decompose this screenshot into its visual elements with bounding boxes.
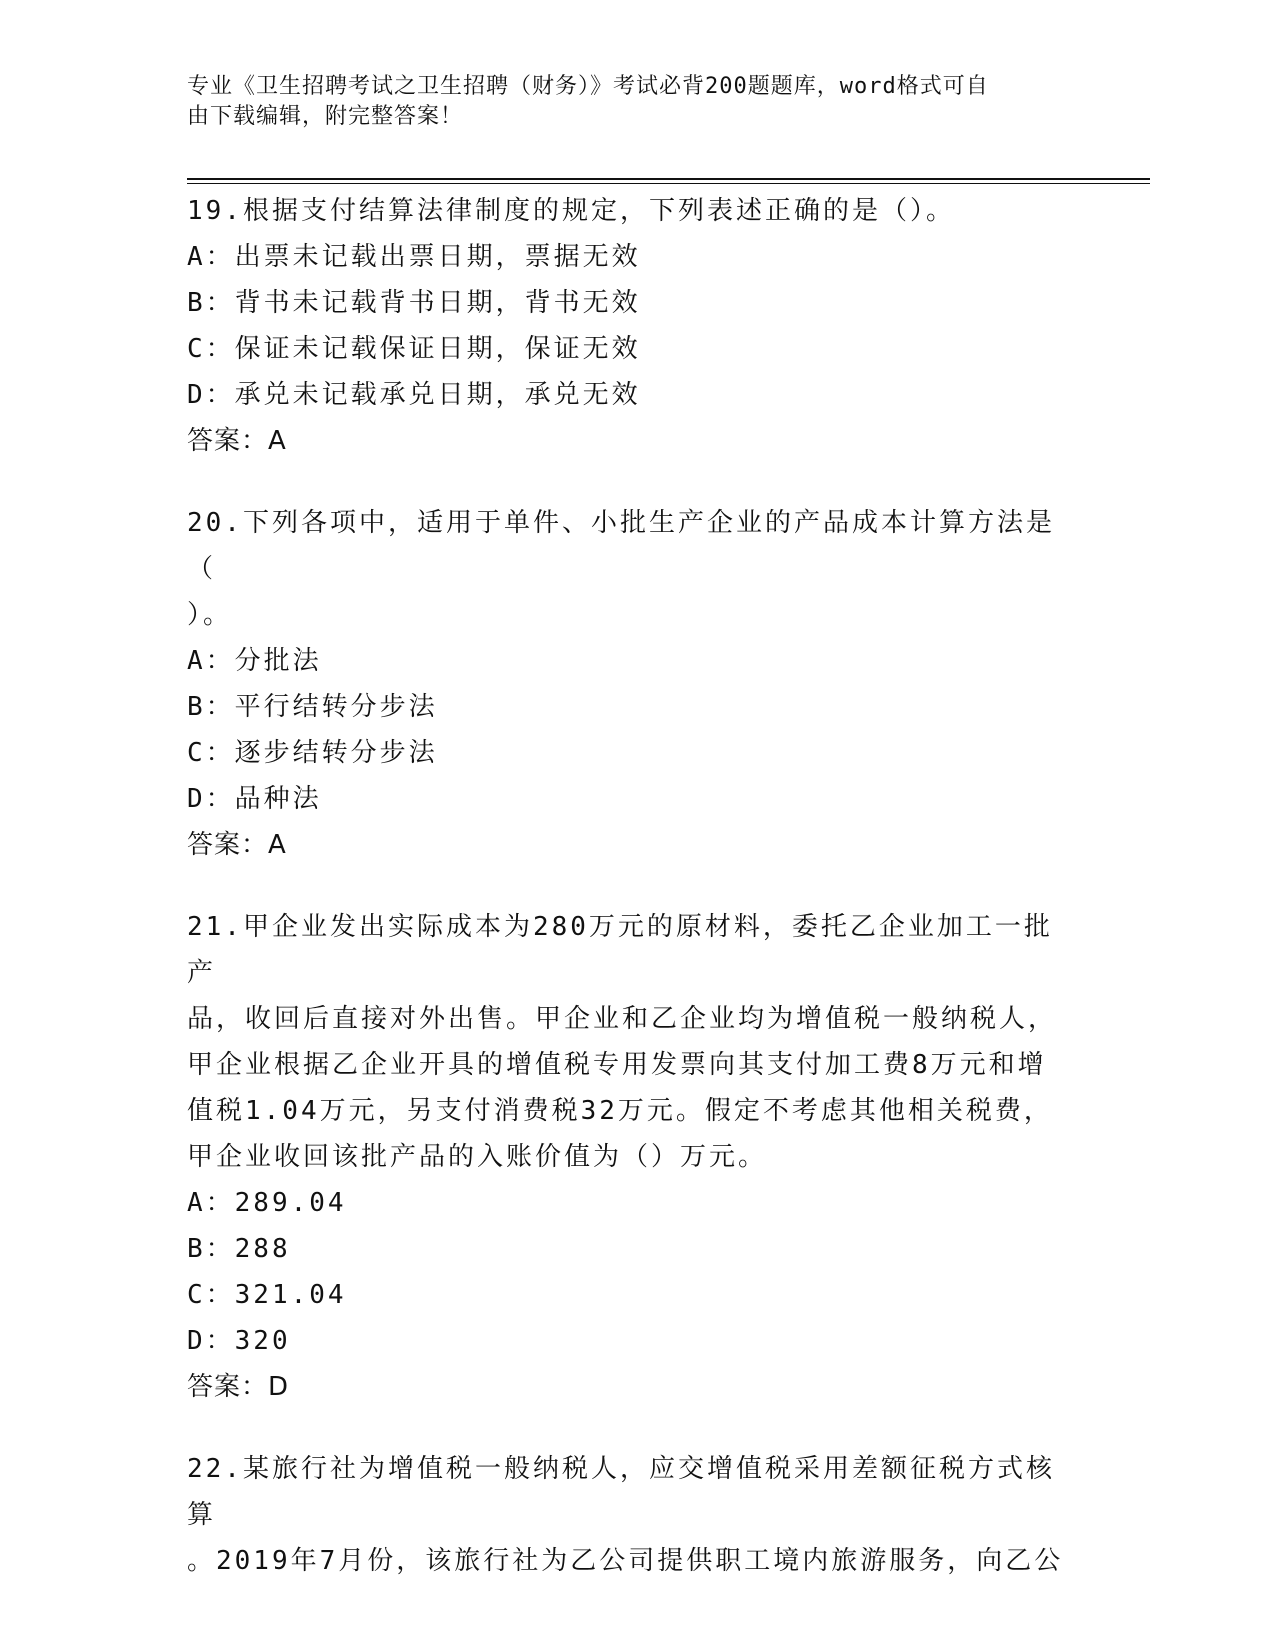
answer-line: 答案：D: [187, 1372, 290, 1402]
header-line-1: 专业《卫生招聘考试之卫生招聘（财务）》考试必背200题题库，word格式可自: [187, 74, 989, 99]
stem-line: 19.根据支付结算法律制度的规定，下列表述正确的是（）。: [187, 196, 955, 226]
option-a: A：分批法: [187, 646, 322, 676]
stem-line: ）。: [187, 600, 233, 630]
question-stem: [187, 188, 1077, 234]
option-a: A：289.04: [187, 1188, 347, 1218]
option-d: D：320: [187, 1326, 291, 1356]
header-divider-thick: [187, 178, 1150, 180]
question-stem: [187, 500, 1077, 638]
stem-line: 20.下列各项中，适用于单件、小批生产企业的产品成本计算方法是（: [187, 508, 1055, 584]
stem-line: 甲企业收回该批产品的入账价值为（）万元。: [187, 1142, 768, 1172]
header-line-2: 由下载编辑，附完整答案！: [187, 104, 464, 129]
question-list: [187, 188, 1077, 1620]
stem-line: 品，收回后直接对外出售。甲企业和乙企业均为增值税一般纳税人，: [187, 1004, 1058, 1034]
stem-line: 21.甲企业发出实际成本为280万元的原材料，委托乙企业加工一批产: [187, 912, 1053, 988]
header-divider-thin: [187, 183, 1150, 184]
option-b: B：背书未记载背书日期，背书无效: [187, 288, 641, 318]
stem-line: 22.某旅行社为增值税一般纳税人，应交增值税采用差额征税方式核算: [187, 1454, 1055, 1530]
option-d: D：承兑未记载承兑日期，承兑无效: [187, 380, 641, 410]
question-22: [187, 1446, 1077, 1584]
stem-line: 值税1.04万元，另支付消费税32万元。假定不考虑其他相关税费，: [187, 1096, 1053, 1126]
option-b: B：平行结转分步法: [187, 692, 438, 722]
option-c: C：321.04: [187, 1280, 347, 1310]
stem-line: 。2019年7月份，该旅行社为乙公司提供职工境内旅游服务，向乙公: [187, 1546, 1064, 1576]
question-19: [187, 188, 1077, 464]
option-a: A：出票未记载出票日期，票据无效: [187, 242, 641, 272]
question-stem: [187, 904, 1077, 1180]
stem-line: 甲企业根据乙企业开具的增值税专用发票向其支付加工费8万元和增: [187, 1050, 1047, 1080]
question-20: [187, 500, 1077, 868]
question-stem: [187, 1446, 1077, 1584]
answer-line: 答案：A: [187, 426, 287, 456]
answer-line: 答案：A: [187, 830, 287, 860]
option-d: D：品种法: [187, 784, 322, 814]
question-21: [187, 904, 1077, 1410]
option-b: B：288: [187, 1234, 291, 1264]
option-c: C：保证未记载保证日期，保证无效: [187, 334, 641, 364]
option-c: C：逐步结转分步法: [187, 738, 438, 768]
document-header: [187, 72, 1067, 132]
